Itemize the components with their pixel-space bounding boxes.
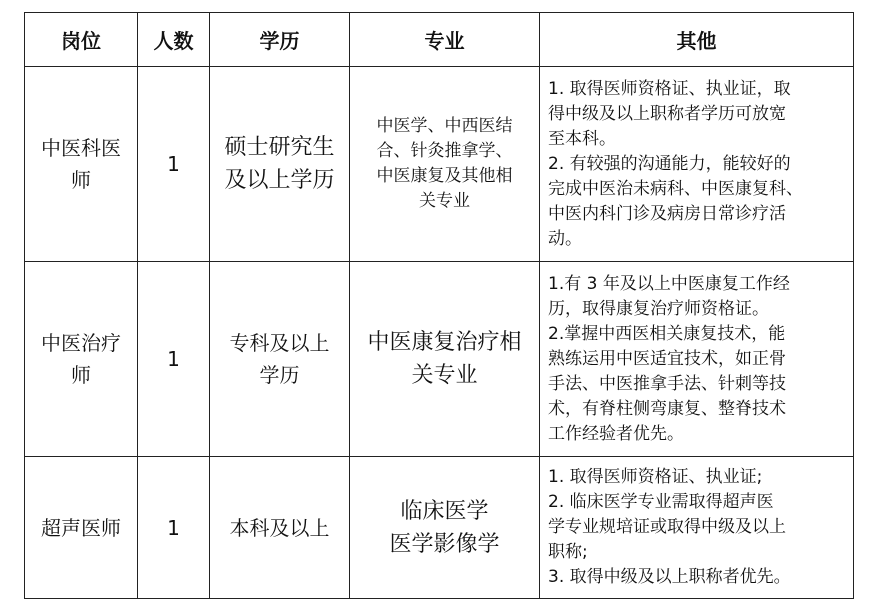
other-text: 至本科。: [548, 128, 616, 149]
major-text: 临床医学: [400, 498, 489, 524]
other-text: 得中级及以上职称者学历可放宽: [548, 103, 786, 124]
count-cell: [138, 262, 210, 457]
position-text: 中医科医: [41, 136, 121, 160]
table-row: [25, 262, 854, 457]
major-text: 医学影像学: [389, 531, 500, 557]
other-text: 中医内科门诊及病房日常诊疗活: [548, 203, 786, 224]
header-major: 专业: [350, 13, 540, 67]
education-cell: [210, 67, 350, 262]
other-text: 2.掌握中西医相关康复技术，能: [548, 323, 786, 344]
other-text: 2. 临床医学专业需取得超声医: [548, 492, 774, 512]
education-text: 本科及以上: [229, 515, 330, 540]
major-cell: [350, 457, 540, 599]
position-text: 师: [71, 168, 91, 192]
other-text: 完成中医治未病科、中医康复科、: [548, 178, 803, 199]
other-text: 工作经验者优先。: [548, 423, 684, 444]
other-text: 1. 取得医师资格证、执业证，取: [548, 78, 791, 99]
count-text: 1: [167, 347, 180, 371]
count-cell: [138, 457, 210, 599]
count-text: 1: [167, 515, 180, 540]
other-text: 1.有 3 年及以上中医康复工作经: [548, 273, 790, 294]
major-text: 中医康复治疗相: [367, 330, 522, 355]
other-cell: [540, 67, 854, 262]
major-text: 合、针灸推拿学、: [376, 141, 513, 161]
count-cell: [138, 67, 210, 262]
header-education: 学历: [210, 13, 350, 67]
other-text: 职称;: [548, 542, 588, 562]
position-cell: [25, 457, 138, 599]
header-position: 岗位: [25, 13, 138, 67]
position-cell: [25, 262, 138, 457]
education-cell: [210, 457, 350, 599]
other-text: 术，有脊柱侧弯康复、整脊技术: [548, 398, 786, 419]
position-text: 超声医师: [41, 515, 121, 540]
other-cell: [540, 262, 854, 457]
major-cell: [350, 67, 540, 262]
table-row: [25, 457, 854, 599]
position-text: 中医治疗: [41, 331, 121, 355]
other-text: 2. 有较强的沟通能力，能较好的: [548, 153, 791, 174]
other-text: 动。: [548, 228, 582, 249]
other-text: 手法、中医推拿手法、针刺等技: [548, 373, 786, 394]
table-row: [25, 67, 854, 262]
other-text: 学专业规培证或取得中级及以上: [548, 517, 786, 537]
other-text: 3. 取得中级及以上职称者优先。: [548, 567, 791, 587]
education-text: 学历: [259, 363, 300, 387]
education-text: 及以上学历: [224, 168, 335, 193]
other-text: 熟练运用中医适宜技术，如正骨: [548, 348, 786, 369]
count-text: 1: [167, 152, 180, 176]
major-text: 中医康复及其他相: [376, 166, 513, 186]
major-text: 中医学、中西医结: [376, 116, 513, 136]
header-row: [25, 13, 854, 67]
other-text: 历，取得康复治疗师资格证。: [548, 298, 769, 319]
position-cell: [25, 67, 138, 262]
recruitment-table-container: [24, 12, 854, 599]
position-text: 师: [71, 363, 91, 387]
major-cell: [350, 262, 540, 457]
header-other: 其他: [540, 13, 854, 67]
major-text: 关专业: [419, 191, 470, 211]
education-text: 硕士研究生: [224, 135, 335, 160]
other-cell: [540, 457, 854, 599]
other-text: 1. 取得医师资格证、执业证;: [548, 467, 763, 487]
major-text: 关专业: [411, 363, 478, 388]
education-cell: [210, 262, 350, 457]
header-count: 人数: [138, 13, 210, 67]
recruitment-table: [24, 12, 854, 599]
education-text: 专科及以上: [229, 331, 330, 355]
